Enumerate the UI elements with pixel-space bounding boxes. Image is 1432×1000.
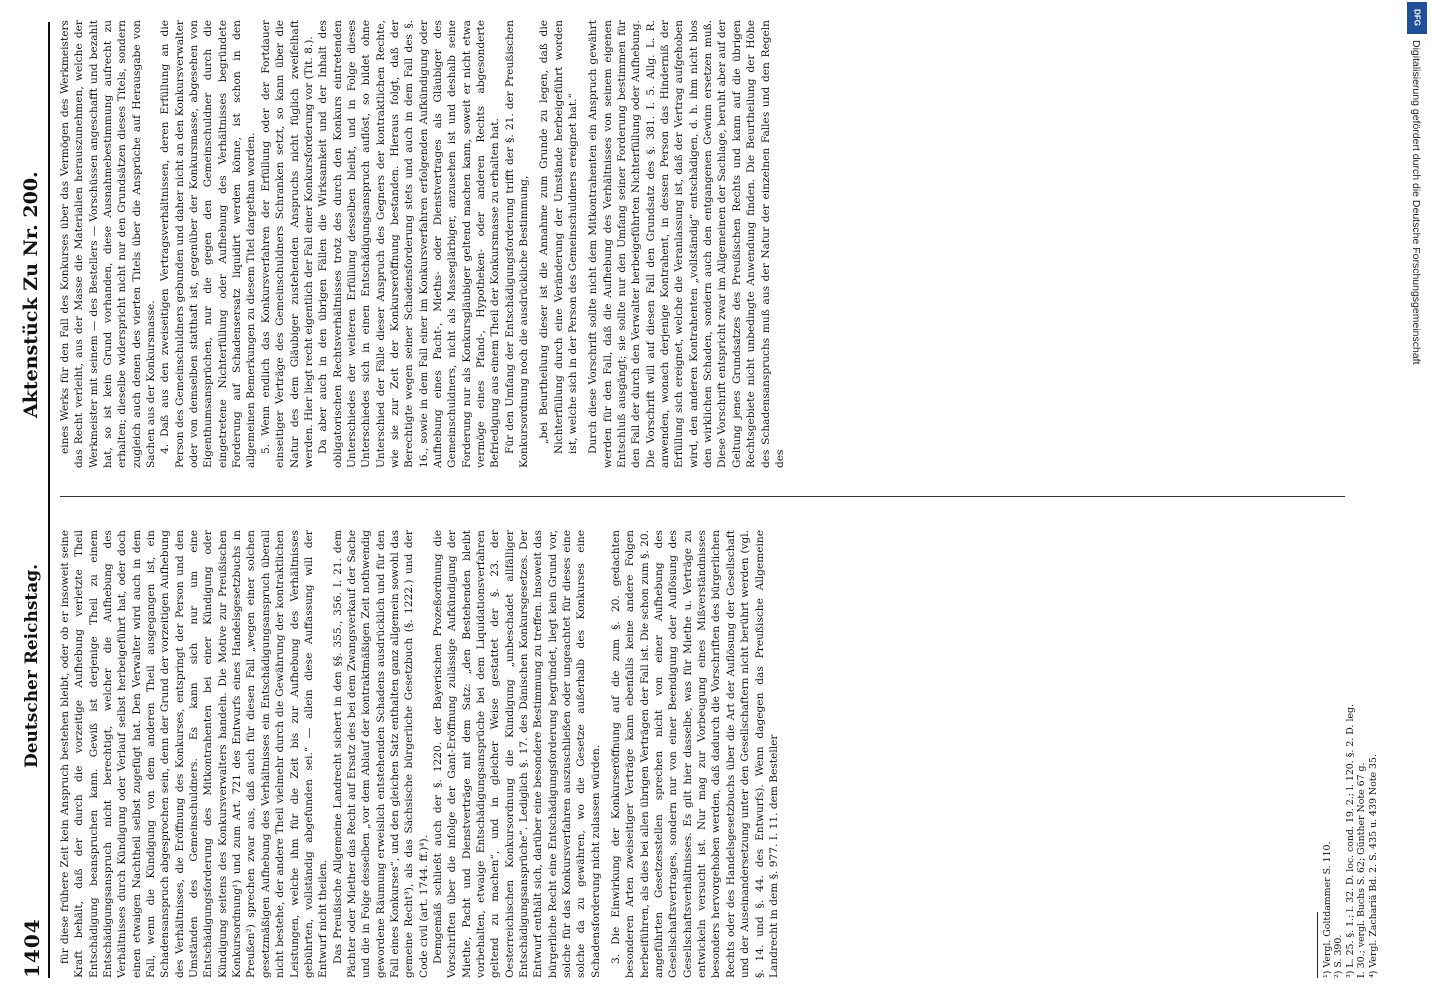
paragraph: Das Preußische Allgemeine Landrecht sichert in den §§. 355., 356. I. 21. dem Pächter oder Miether das Recht auf Ersatz des bei dem Zwangsverkauf der Sache und die in Folge desselben „vor dem Ablauf der kontraktmäßigen Zeit nothwendig gewordene Räumung erweislich entstehenden Schadens ausdrücklich und für den Fall eines Konkurses“, und den gleichen Satz enthalten ganz allgemein sowohl das gemeine Recht³), als das Sächsische bürgerliche Gesetzbuch (§. 1222.) und der Code civil (art. 1744. ff.)⁴).	[331, 530, 430, 978]
block-quote: „bei Beurtheilung dieser ist die Annahme zum Grunde zu legen, daß die Nichterfüllung durch eine Veränderung der Umstände herbeigeführt worden ist, welche sich in der Person des Gemeinschuldners ereignet hat.“	[538, 20, 580, 454]
page-number: 1404	[20, 918, 44, 978]
footnotes	[1322, 518, 1379, 978]
footnote: ²) S. 390.	[1333, 934, 1345, 978]
footnote: ⁴) Vergl. Zachariä Bd. 2. S. 435 u. 439 Note 35.	[1367, 754, 1379, 978]
paragraph: Für den Umfang der Entschädigungsforderung trifft der §. 21. der Preußischen Konkursordnung noch die ausdrückliche Bestimmung,	[503, 20, 530, 468]
paragraph: für diese frühere Zeit kein Anspruch bestehen bleibt, oder ob er insoweit seine Kraft behält, daß der durch die vorzeitige Aufhebung verletzte Theil Entschädigung beanspruchen kann. Gewiß ist derjenige Theil zu einem Entschädigungsanspruch nicht berechtigt, welcher die Aufhebung des Verhältnisses durch Kündigung oder Verlauf selbst herbeigeführt hat, oder doch einen etwaigen Nachtheil selbst zugefügt hat. Den Verwalter wird auch in dem Fall, wenn die Kündigung von dem anderen Theil ausgegangen ist, ein Schadensanspruch abgesprochen sein, denn der Grund der vorzeitigen Aufhebung des Verhältnisses, die Eröffnung des Konkurses, entspringt der Person und den Umständen des Gemeinschuldners. Es kann sich nur um eine Entschädigungsforderung des Mitkontrahenten bei einer Kündigung oder Kündigung seitens des Konkursverwalters handeln. Die Motive zur Preußischen Konkursordnung¹) und zum Art. 721 des Entwurfs eines Handelsgesetzbuchs in Preußen²) sprechen zwar aus, daß auch für diesen Fall „wegen einer solchen gesetzmäßigen Aufhebung des Verhältnisses ein Entschädigungsanspruch überall nicht bestehe, der andere Theil vielmehr durch die Gewährung der kontraktlichen Leistungen, welche ihm für die Zeit bis zur Aufhebung des Verhältnisses gebührten, vollständig abgefunden sei.“ — allein diese Auffassung will der Entwurf nicht theilen.	[59, 530, 330, 978]
footnote: I. 30.; vergl. Buchs S. 62; Günther Note 67 g.	[1356, 762, 1368, 978]
footnote: ³) L. 25. §. 1.; l. 32. D. loc. cond. 19. 2.; l. 120. §. 2. D. leg.	[1344, 704, 1356, 978]
paragraph: 5. Wenn endlich das Konkursverfahren der Erfüllung oder der Fortdauer einseitiger Verträge des Gemeinschuldners Schranken setzt, so kann über die Natur des dem Gläubiger zustehenden Anspruchs nicht füglich zweifelhaft werden. Hier liegt recht eigentlich der Fall einer Konkursforderung vor (Tit. 8.).	[259, 20, 315, 468]
paragraph: 4. Daß aus den zweiseitigen Vertragsverhältnissen, deren Erfüllung an die Person des Gemeinschuldners gebunden und daher nicht an den Konkursverwalter oder von demselben statthaft ist, gegenüber der Konkursmasse, abgesehen von Eigenthumsansprüchen, nur die gegen den Gemeinschuldner durch die eingetretene Nichterfüllung oder Aufhebung des Verhältnisses begründete Forderung auf Schadensersatz liquidirt werden könne, ist schon in den allgemeinen Bemerkungen zu diesem Titel dargethan worden.	[159, 20, 258, 468]
paragraph: 3. Die Einwirkung der Konkurseröffnung auf die zum §. 20. gedachten besonderen Arten zweiseitiger Verträge kann ebenfalls keine andere Folgen herbeiführen, als dies bei allen übrigen Verträgen der Fall ist. Die schon zum §. 20. angeführten Gesetzesstellen sprechen nicht von einer Aufhebung des Gesellschaftsvertrages, sondern nur von einer Beendigung oder Auflösung des Gesellschaftsverhältnisses. Es gilt hier dasselbe, was für Miethe u. Verträge zu entwickeln versucht ist. Nur mag zur Vorbeugung eines Mißverständnisses besonders hervorgehoben werden, daß dadurch die Vorschriften des bürgerlichen Rechts oder des Handelsgesetzbuchs über die Art der Auflösung der Gesellschaft und der Auseinandersetzung unter den Gesellschaftern nicht berührt werden (vgl. §. 14. und §. 44. des Entwurfs). Wenn dagegen das Preußische Allgemeine Landrecht in dem §. 977. I. 11. dem Besteller	[610, 530, 780, 978]
right-text-column	[58, 20, 1348, 468]
digitization-margin	[1404, 0, 1430, 1000]
column-divider	[60, 496, 1345, 497]
footnote: ¹) Vergl. Goltdammer S. 110.	[1322, 841, 1333, 978]
paragraph: Da aber auch in den übrigen Fällen die Wirksamkeit und der Inhalt des obligatorischen Rechtsverhältnisses trotz des durch den Konkurs eintretenden Unterschiedes der weiteren Erfüllung desselben bleibt, und in Folge dieses Unterschiedes sich in einen Entschädigungsanspruch auflöst, so bildet ohne Unterschied der Fälle dieser Anspruch des Gegners der kontraktlichen Rechte, wie sie zur Zeit der Konkurseröffnung bestanden. Hieraus folgt, daß der Berechtigte wegen seiner Schadensforderung stets und auch in dem Fall des §. 16., sowie in dem Fall einer im Konkursverfahren erfolgenden Aufkündigung oder Aufhebung eines Pacht-, Mieths- oder Dienstvertrages als Gläubiger des Gemeinschuldners, nicht als Masseglärbiger, anzusehen ist und deshalb seine Forderung nur als Konkursgläubiger geltend machen kann, soweit er nicht etwa vermöge eines Pfand-, Hypotheken- oder anderen Rechts abgesonderte Befriedigung aus einem Theil der Konkursmasse zu erhalten hat.	[317, 20, 502, 468]
paragraph: Demgemäß schließt auch der §. 1220. der Bayerischen Prozeßordnung die Vorschriften über die infolge der Gant-Eröffnung zulässige Aufkündigung der Miethe, Pacht und Dienstverträge mit dem Satz: „den Bestehenden bleibt vorbehalten, etwaige Entschädigungsansprüche bei dem Liquidationsverfahren geltend zu machen“, und in gleicher Weise gestattet der §. 23. der Oesterreichischen Konkursordnung die Kündigung „unbeschadet allfälliger Entschädigungsansprüche“. Lediglich §. 17. des Dänischen Konkursgesetzes. Der Entwurf enthält sich, darüber eine besondere Bestimmung zu treffen. Insoweit das bürgerliche Recht eine Entschädigungsforderung begründet, liegt kein Grund vor, solche für das Konkursverfahren auszuschließen oder ungeachtet für dieses eine solche da zu gewähren, wo die Gesetze außerhalb des Konkurses eine Schadensforderung nicht zulassen würden.	[431, 530, 602, 978]
dfg-logo-text: DFG	[1412, 9, 1422, 26]
running-title-left: Deutscher Reichstag.	[22, 563, 42, 768]
paragraph: eines Werks für den Fall des Konkurses über das Vermögen des Werkmeisters das Recht verleiht, aus der Masse die Materialien herauszunehmen, welche der Werkmeister mit seinem — des Bestellers — Vorschüssen angeschafft und bezahlt hat, so ist kein Grund vorhanden, diese Ausnahmebestimmung aufrecht zu erhalten; dieselbe widerspricht nicht nur den Grundsätzen dieses Titels, sondern zugleich auch denen des vierten Titels über die Ansprüche auf Herausgabe von Sachen aus der Konkursmasse.	[59, 20, 158, 468]
running-title-right: Aktenstück Zu Nr. 200.	[20, 171, 42, 418]
left-text-column	[58, 530, 1313, 978]
digitization-notice: Digitalisierung gefördert durch die Deutsche Forschungsgemeinschaft	[1410, 40, 1422, 365]
page-header	[18, 22, 50, 978]
footnote-separator	[1317, 912, 1318, 978]
paragraph: Durch diese Vorschrift sollte nicht dem Mitkontrahenten ein Anspruch gewährt werden für den Fall, daß die Aufhebung des Verhältnisses von seinem eigenen Entschluß ausgängt; sie sollte nur den Umfang seiner Forderung bestimmen für den Fall der durch den Verwalter herbeigeführten Nichterfüllung oder Aufhebung. Die Vorschrift will auf diesen Fall den Grundsatz des §. 381. I. 5. Allg. L. R. anwenden, wonach derjenige Kontrahent, in dessen Person das Hinderniß der Erfüllung sich ereignet, welche die Veranlassung ist, daß der Vertrag aufgehoben wird, den anderen Kontrahenten „vollständig“ entschädigen, d. h. ihm nicht blos den wirklichen Schaden, sondern auch den entgangenen Gewinn ersetzen muß. Diese Vorschrift entspricht zwar im Allgemeinen der Sachlage, beruht aber auf der Geltung jenes Grundsatzes des Preußischen Rechts und kann auf die übrigen Rechtsgebiete nicht unbedingte Anwendung finden. Die Beurtheilung der Höhe des Schadensanspruchs muß aus der Natur der einzelnen Falles und den Regeln des	[587, 20, 786, 468]
dfg-logo	[1407, 2, 1427, 34]
